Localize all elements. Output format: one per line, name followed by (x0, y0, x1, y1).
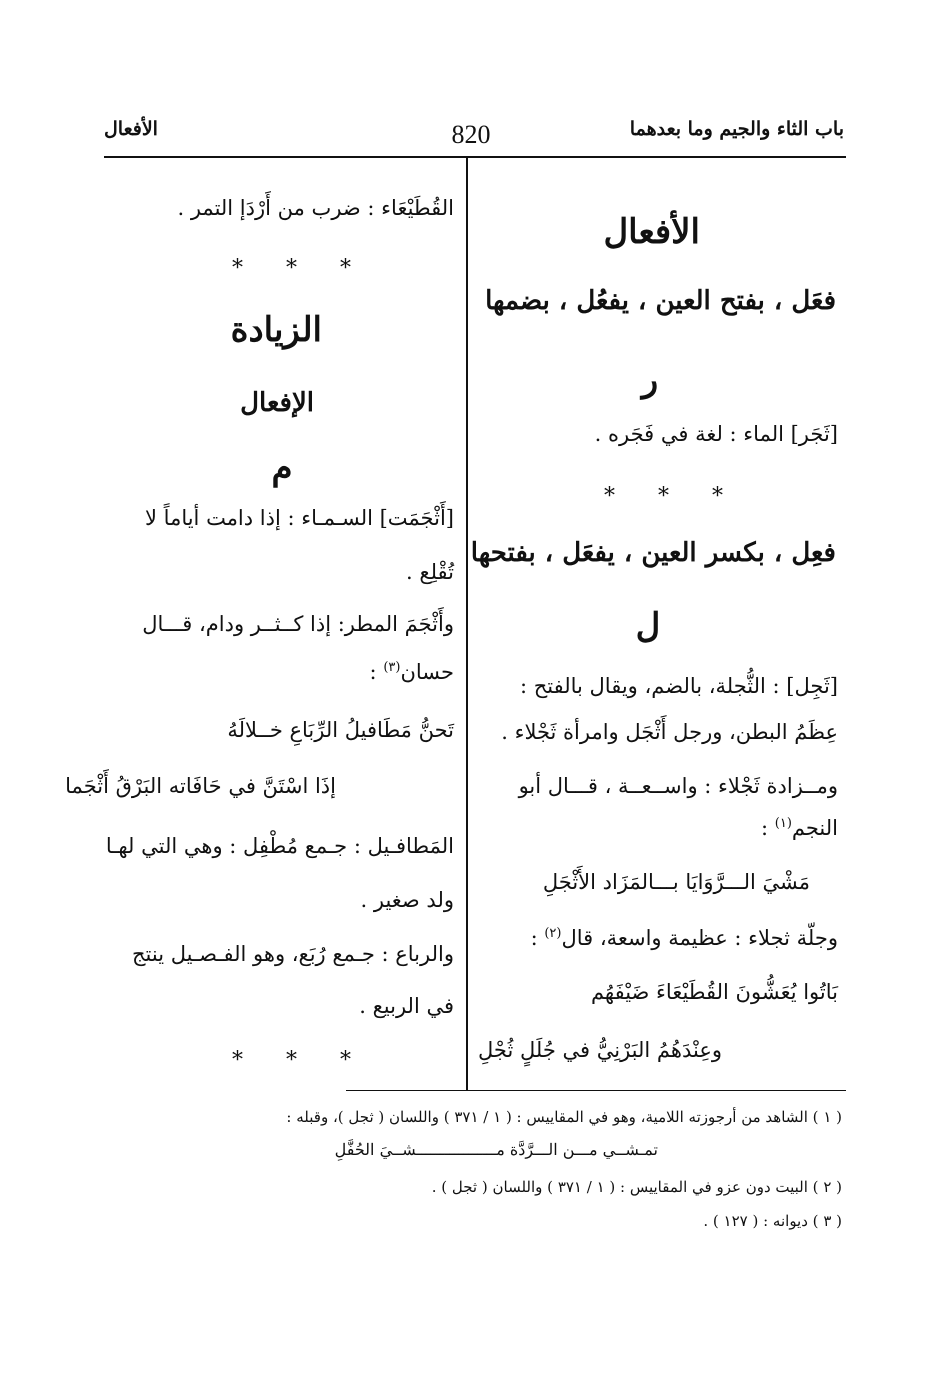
entry-mazada-line-1: ومــزادة ثَجْلاء : واســعــة ، قـــال أبو (518, 774, 838, 798)
entry-thajil-line-2: عِظَمُ البطن، ورجل أَثْجَل وامرأة ثَجْلاء . (501, 720, 838, 744)
running-header-chapter: باب الثاء والجيم وما بعدهما (629, 118, 844, 140)
jilla-text: وجلّة ثجلاء : عظيمة واسعة، قال (561, 926, 838, 950)
entry-athjamat-line-1: [أَثْجَمَت] السـمـاء : إذا دامت أياماً لا (145, 506, 454, 530)
verse-2-second-hemistich: وعِنْدَهُمُ البَرْنِيُّ في جُلَلٍ ثُجْلِ (478, 1038, 722, 1062)
entry-thajil-line-1: [ثَجِل] : الثُّجلة، بالضم، ويقال بالفتح : (519, 674, 838, 698)
entry-matafil-line-1: المَطافـيل : جـمع مُطْفِل : وهي التي لهـا (105, 834, 454, 858)
entry-athjama-line-1: وأَثْجَمَ المطر: إذا كــثــر ودام، قـــال (142, 612, 454, 636)
subheading-ifaal: الإفعال (240, 388, 314, 418)
poet-name: النجم (791, 816, 838, 840)
entry-ribaa-line-1: والرباع : جـمع رُبَع، وهو الفـصـيل ينتج (131, 942, 454, 966)
verse-2-first-hemistich: بَاتُوا يُعَشُّونَ القُطَيْعَاءَ ضَيْفَهُم (590, 980, 838, 1004)
footnote-ref-1: (١) (774, 816, 792, 831)
section-separator-stars: * * * (604, 484, 741, 509)
letter-heading-lam: ل (635, 606, 661, 646)
verse-3-second-hemistich: إذَا اسْتَنَّ في حَافَاته البَرْقُ أَثْجَما (65, 774, 336, 798)
footnote-1-verse: تمـشــي مـــن الـــرَّدَّة مـــــــــــــــــشــيَ الحُفَّلِ (334, 1140, 658, 1159)
running-header-section: الأفعال (104, 118, 158, 140)
colon: : (369, 660, 377, 684)
section-heading-ziyada: الزيادة (230, 310, 322, 350)
letter-heading-ra: ر (641, 360, 659, 400)
entry-qutayaa: القُطَيْعَاء : ضرب من أَرْدَإ التمر . (177, 196, 454, 220)
section-separator-stars: * * * (232, 1048, 369, 1073)
footnote-rule (346, 1090, 846, 1091)
entry-athjama-line-2 (370, 660, 454, 685)
column-divider (466, 158, 468, 1090)
entry-thajar: [ثَجَر] الماء : لغة في فَجَره . (594, 422, 838, 446)
page-number: 820 (451, 120, 491, 149)
header-rule (104, 156, 846, 158)
footnote-1: ( ١ ) الشاهد من أرجوزته اللامية، وهو في المقاييس : ( ١ / ٣٧١ ) واللسان ( ثجل )، وقبله : (286, 1108, 842, 1126)
footnote-3: ( ٣ ) ديوانه : ( ١٢٧ ) . (703, 1212, 842, 1230)
poet-name: حسان (400, 660, 454, 684)
entry-jilla (531, 926, 838, 951)
footnote-ref-3: (٣) (383, 660, 401, 675)
entry-ribaa-line-2: في الربيع . (359, 994, 454, 1018)
entry-mazada-line-2 (761, 816, 838, 841)
subheading-faal-yafulu: فعَل ، بفتح العين ، يفعُل ، بضمها (485, 286, 836, 316)
colon: : (530, 926, 538, 950)
section-separator-stars: * * * (232, 256, 369, 281)
footnote-2: ( ٢ ) البيت دون عزو في المقاييس : ( ١ / ٣٧١ ) واللسان ( ثجل ) . (431, 1178, 842, 1196)
colon: : (760, 816, 769, 840)
entry-athjamat-line-2: تُقْلِع . (406, 560, 454, 584)
section-heading-afaal: الأفعال (603, 212, 700, 252)
letter-heading-mim: م (271, 448, 293, 488)
subheading-fail-yafalu: فعِل ، بكسر العين ، يفعَل ، بفتحها (470, 538, 836, 568)
verse-3-first-hemistich: تَحنُّ مَطَافيلُ الرِّبَاعِ خــلالَهُ (227, 718, 454, 742)
entry-matafil-line-2: ولد صغير . (360, 888, 454, 912)
verse-1: مَشْيَ الـــرَّوَايَا بـــالمَزَاد الأَثْجَلِ (542, 870, 810, 894)
footnote-ref-2: (٢) (544, 926, 562, 941)
